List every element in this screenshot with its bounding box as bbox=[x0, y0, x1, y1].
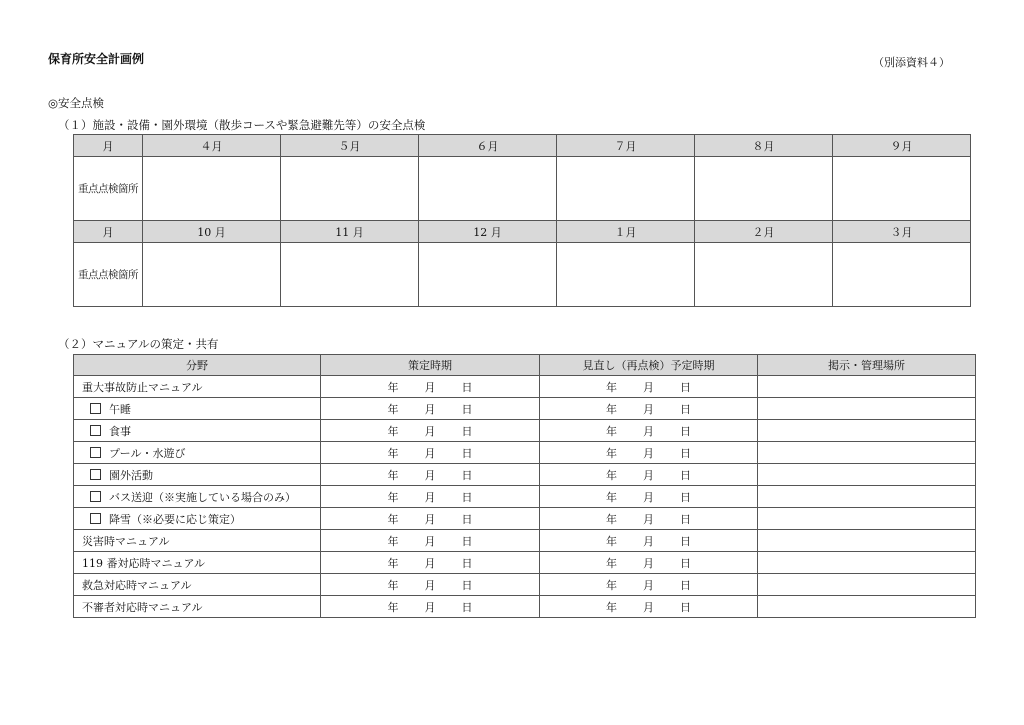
month-header: ８月 bbox=[695, 135, 833, 157]
date-part-label: 月 bbox=[424, 402, 436, 416]
focus-cell[interactable] bbox=[833, 243, 971, 307]
inspection-focus-row-first bbox=[74, 157, 971, 221]
date-part-label: 日 bbox=[461, 512, 473, 526]
focus-cell[interactable] bbox=[143, 243, 281, 307]
location-cell[interactable] bbox=[758, 574, 976, 596]
date-part-label: 月 bbox=[424, 446, 436, 460]
focus-label: 重点点検箇所 bbox=[74, 243, 143, 307]
formulation-date-cell[interactable] bbox=[321, 574, 540, 596]
manual-name-cell bbox=[74, 508, 321, 530]
date-part-label: 月 bbox=[643, 512, 654, 526]
location-cell[interactable] bbox=[758, 420, 976, 442]
focus-cell[interactable] bbox=[281, 243, 419, 307]
date-part-label: 日 bbox=[461, 402, 473, 416]
review-date-cell[interactable] bbox=[540, 530, 758, 552]
column-header: 見直し（再点検）予定時期 bbox=[540, 355, 758, 376]
review-date-cell[interactable] bbox=[540, 376, 758, 398]
date-part-label: 年 bbox=[606, 468, 617, 482]
month-header: ９月 bbox=[833, 135, 971, 157]
date-part-label: 年 bbox=[606, 556, 617, 570]
focus-cell[interactable] bbox=[695, 157, 833, 221]
inspection-focus-row-second bbox=[74, 243, 971, 307]
review-date-cell[interactable] bbox=[540, 486, 758, 508]
month-header: ７月 bbox=[557, 135, 695, 157]
date-part-label: 月 bbox=[424, 556, 436, 570]
manual-name-cell bbox=[74, 530, 321, 552]
date-part-label: 月 bbox=[643, 600, 654, 614]
table-row bbox=[74, 530, 976, 552]
manual-name-cell bbox=[74, 376, 321, 398]
date-part-label: 年 bbox=[606, 424, 617, 438]
checkbox[interactable] bbox=[90, 447, 101, 458]
focus-cell[interactable] bbox=[557, 157, 695, 221]
table-row bbox=[74, 552, 976, 574]
checkbox[interactable] bbox=[90, 469, 101, 480]
review-date-cell[interactable] bbox=[540, 574, 758, 596]
date-part-label: 日 bbox=[461, 468, 473, 482]
manual-name: 食事 bbox=[109, 424, 131, 438]
location-cell[interactable] bbox=[758, 464, 976, 486]
focus-cell[interactable] bbox=[695, 243, 833, 307]
date-part-label: 日 bbox=[461, 534, 473, 548]
date-part-label: 日 bbox=[680, 424, 691, 438]
focus-cell[interactable] bbox=[281, 157, 419, 221]
manual-name-cell bbox=[74, 552, 321, 574]
inspection-table bbox=[73, 134, 971, 307]
date-part-label: 月 bbox=[643, 490, 654, 504]
manual-name: 119 番対応時マニュアル bbox=[82, 556, 206, 570]
location-cell[interactable] bbox=[758, 398, 976, 420]
date-part-label: 月 bbox=[424, 578, 436, 592]
date-part-label: 日 bbox=[461, 556, 473, 570]
date-part-label: 年 bbox=[387, 446, 399, 460]
date-part-label: 月 bbox=[424, 512, 436, 526]
manual-name: プール・水遊び bbox=[109, 446, 186, 460]
month-header: ２月 bbox=[695, 221, 833, 243]
table-row bbox=[74, 508, 976, 530]
table-row bbox=[74, 486, 976, 508]
date-part-label: 月 bbox=[643, 402, 654, 416]
focus-label: 重点点検箇所 bbox=[74, 157, 143, 221]
location-cell[interactable] bbox=[758, 376, 976, 398]
location-cell[interactable] bbox=[758, 508, 976, 530]
date-part-label: 年 bbox=[606, 490, 617, 504]
formulation-date-cell[interactable] bbox=[321, 486, 540, 508]
date-part-label: 月 bbox=[643, 534, 654, 548]
focus-cell[interactable] bbox=[419, 243, 557, 307]
formulation-date-cell[interactable] bbox=[321, 596, 540, 618]
focus-cell[interactable] bbox=[143, 157, 281, 221]
manual-name: 災害時マニュアル bbox=[82, 534, 170, 548]
manual-name-cell bbox=[74, 442, 321, 464]
date-part-label: 年 bbox=[606, 578, 617, 592]
formulation-date-cell[interactable] bbox=[321, 508, 540, 530]
formulation-date-cell[interactable] bbox=[321, 376, 540, 398]
manual-name-cell bbox=[74, 420, 321, 442]
manual-name-cell bbox=[74, 574, 321, 596]
date-part-label: 月 bbox=[643, 556, 654, 570]
formulation-date-cell[interactable] bbox=[321, 464, 540, 486]
manual-name: 不審者対応時マニュアル bbox=[82, 600, 203, 614]
formulation-date-cell[interactable] bbox=[321, 420, 540, 442]
date-part-label: 日 bbox=[680, 512, 691, 526]
manual-name-cell bbox=[74, 398, 321, 420]
table-row bbox=[74, 464, 976, 486]
date-part-label: 月 bbox=[643, 468, 654, 482]
date-part-label: 年 bbox=[387, 380, 399, 394]
focus-cell[interactable] bbox=[419, 157, 557, 221]
month-header: ６月 bbox=[419, 135, 557, 157]
date-part-label: 月 bbox=[424, 534, 436, 548]
location-cell[interactable] bbox=[758, 552, 976, 574]
review-date-cell[interactable] bbox=[540, 398, 758, 420]
formulation-date-cell[interactable] bbox=[321, 552, 540, 574]
formulation-date-cell[interactable] bbox=[321, 398, 540, 420]
date-part-label: 日 bbox=[461, 578, 473, 592]
location-cell[interactable] bbox=[758, 596, 976, 618]
manual-name: 重大事故防止マニュアル bbox=[82, 380, 203, 394]
month-header: 12 月 bbox=[419, 221, 557, 243]
manual-name-cell bbox=[74, 486, 321, 508]
date-part-label: 年 bbox=[387, 578, 399, 592]
manual-name: 午睡 bbox=[109, 402, 131, 416]
date-part-label: 年 bbox=[387, 556, 399, 570]
month-header: ５月 bbox=[281, 135, 419, 157]
date-part-label: 年 bbox=[606, 600, 617, 614]
review-date-cell[interactable] bbox=[540, 420, 758, 442]
checkbox[interactable] bbox=[90, 425, 101, 436]
date-part-label: 年 bbox=[387, 424, 399, 438]
manual-name: バス送迎（※実施している場合のみ） bbox=[109, 490, 296, 504]
date-part-label: 日 bbox=[680, 490, 691, 504]
location-cell[interactable] bbox=[758, 486, 976, 508]
review-date-cell[interactable] bbox=[540, 508, 758, 530]
date-part-label: 月 bbox=[643, 424, 654, 438]
manuals-heading: （２）マニュアルの策定・共有 bbox=[58, 337, 219, 351]
month-header: ３月 bbox=[833, 221, 971, 243]
table-row bbox=[74, 596, 976, 618]
attachment-label: （別添資料４） bbox=[873, 56, 950, 69]
date-part-label: 日 bbox=[461, 380, 473, 394]
date-part-label: 日 bbox=[461, 600, 473, 614]
manuals-header-row bbox=[74, 355, 976, 376]
manuals-table bbox=[73, 354, 976, 618]
date-part-label: 月 bbox=[424, 600, 436, 614]
formulation-date-cell[interactable] bbox=[321, 442, 540, 464]
date-part-label: 日 bbox=[680, 380, 691, 394]
review-date-cell[interactable] bbox=[540, 552, 758, 574]
date-part-label: 日 bbox=[680, 446, 691, 460]
month-label: 月 bbox=[74, 221, 143, 243]
table-row bbox=[74, 420, 976, 442]
date-part-label: 月 bbox=[424, 424, 436, 438]
date-part-label: 年 bbox=[387, 402, 399, 416]
date-part-label: 日 bbox=[680, 578, 691, 592]
date-part-label: 日 bbox=[680, 468, 691, 482]
date-part-label: 日 bbox=[461, 446, 473, 460]
manual-name-cell bbox=[74, 464, 321, 486]
date-part-label: 月 bbox=[424, 468, 436, 482]
month-header: ４月 bbox=[143, 135, 281, 157]
column-header: 掲示・管理場所 bbox=[758, 355, 976, 376]
manual-name: 園外活動 bbox=[109, 468, 153, 482]
date-part-label: 年 bbox=[387, 534, 399, 548]
manual-name: 救急対応時マニュアル bbox=[82, 578, 192, 592]
table-row bbox=[74, 376, 976, 398]
manual-name: 降雪（※必要に応じ策定） bbox=[109, 512, 241, 526]
date-part-label: 月 bbox=[643, 380, 654, 394]
review-date-cell[interactable] bbox=[540, 596, 758, 618]
date-part-label: 日 bbox=[680, 600, 691, 614]
review-date-cell[interactable] bbox=[540, 464, 758, 486]
date-part-label: 年 bbox=[387, 600, 399, 614]
date-part-label: 年 bbox=[387, 468, 399, 482]
date-part-label: 日 bbox=[680, 556, 691, 570]
month-label: 月 bbox=[74, 135, 143, 157]
date-part-label: 日 bbox=[680, 402, 691, 416]
month-header: 10 月 bbox=[143, 221, 281, 243]
date-part-label: 年 bbox=[606, 512, 617, 526]
table-row bbox=[74, 398, 976, 420]
checkbox[interactable] bbox=[90, 403, 101, 414]
checkbox[interactable] bbox=[90, 491, 101, 502]
formulation-date-cell[interactable] bbox=[321, 530, 540, 552]
date-part-label: 月 bbox=[424, 490, 436, 504]
inspection-month-row-first bbox=[74, 135, 971, 157]
focus-cell[interactable] bbox=[833, 157, 971, 221]
date-part-label: 日 bbox=[461, 490, 473, 504]
inspection-heading: （１）施設・設備・園外環境（散歩コースや緊急避難先等）の安全点検 bbox=[58, 118, 426, 132]
location-cell[interactable] bbox=[758, 442, 976, 464]
manual-name-cell bbox=[74, 596, 321, 618]
date-part-label: 月 bbox=[424, 380, 436, 394]
date-part-label: 年 bbox=[606, 402, 617, 416]
month-header: 11 月 bbox=[281, 221, 419, 243]
date-part-label: 日 bbox=[680, 534, 691, 548]
table-row bbox=[74, 574, 976, 596]
section-title: ◎安全点検 bbox=[48, 96, 105, 110]
location-cell[interactable] bbox=[758, 530, 976, 552]
table-row bbox=[74, 442, 976, 464]
date-part-label: 月 bbox=[643, 578, 654, 592]
date-part-label: 日 bbox=[461, 424, 473, 438]
focus-cell[interactable] bbox=[557, 243, 695, 307]
inspection-month-row-second bbox=[74, 221, 971, 243]
date-part-label: 年 bbox=[387, 490, 399, 504]
date-part-label: 年 bbox=[606, 446, 617, 460]
date-part-label: 年 bbox=[606, 534, 617, 548]
review-date-cell[interactable] bbox=[540, 442, 758, 464]
date-part-label: 月 bbox=[643, 446, 654, 460]
column-header: 策定時期 bbox=[321, 355, 540, 376]
document-title: 保育所安全計画例 bbox=[48, 52, 145, 66]
month-header: １月 bbox=[557, 221, 695, 243]
column-header: 分野 bbox=[74, 355, 321, 376]
checkbox[interactable] bbox=[90, 513, 101, 524]
date-part-label: 年 bbox=[606, 380, 617, 394]
date-part-label: 年 bbox=[387, 512, 399, 526]
